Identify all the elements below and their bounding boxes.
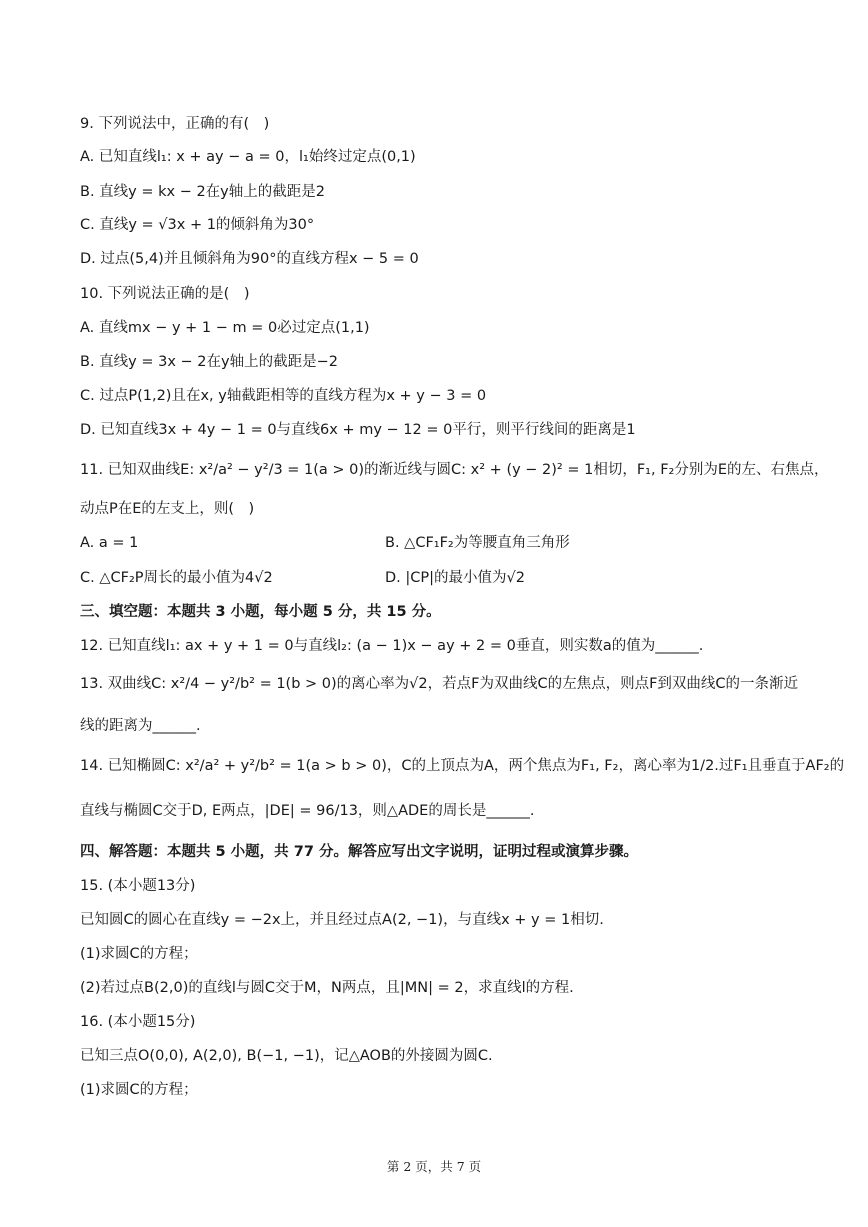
page-footer: 第 2 页，共 7 页 <box>386 1159 482 1174</box>
q13-line1: 13. 双曲线C: x²/4 − y²/b² = 1(b > 0)的离心率为√2，若点F为双曲线C的左焦点，则点F到双曲线C的一条渐近 <box>80 676 799 692</box>
q15-part2: (2)若过点B(2,0)的直线l与圆C交于M，N两点，且|MN| = 2，求直线l的方程. <box>80 980 574 996</box>
q10-option-d: D. 已知直线3x + 4y − 1 = 0与直线6x + my − 12 = 0平行，则平行线间的距离是1 <box>80 422 636 438</box>
q10-option-b: B. 直线y = 3x − 2在y轴上的截距是−2 <box>80 354 338 370</box>
q10-option-a: A. 直线mx − y + 1 − m = 0必过定点(1,1) <box>80 320 370 336</box>
q16-title: 16. (本小题15分) <box>80 1014 196 1030</box>
q14-line1: 14. 已知椭圆C: x²/a² + y²/b² = 1(a > b > 0)，C的上顶点为A，两个焦点为F₁, F₂，离心率为1/2.过F₁且垂直于AF₂的 <box>80 758 845 774</box>
q11-stem-line1: 11. 已知双曲线E: x²/a² − y²/3 = 1(a > 0)的渐近线与圆C: x² + (y − 2)² = 1相切，F₁, F₂分别为E的左、右焦点， <box>80 462 829 478</box>
q11-option-a: A. a = 1 <box>80 535 139 551</box>
q16-stem: 已知三点O(0,0), A(2,0), B(−1, −1)，记△AOB的外接圆为圆C. <box>80 1048 493 1064</box>
q10-stem: 10. 下列说法正确的是( ) <box>80 286 250 302</box>
q9-option-c: C. 直线y = √3x + 1的倾斜角为30° <box>80 217 315 233</box>
q9-option-d: D. 过点(5,4)并且倾斜角为90°的直线方程x − 5 = 0 <box>80 251 419 267</box>
q11-stem-line2: 动点P在E的左支上，则( ) <box>80 501 255 517</box>
q9-stem: 9. 下列说法中，正确的有( ) <box>80 116 270 132</box>
q9-option-b: B. 直线y = kx − 2在y轴上的截距是2 <box>80 184 325 200</box>
q10-option-c: C. 过点P(1,2)且在x, y轴截距相等的直线方程为x + y − 3 = 0 <box>80 388 487 404</box>
q11-option-b: B. △CF₁F₂为等腰直角三角形 <box>385 535 570 551</box>
q14-line2: 直线与椭圆C交于D, E两点，|DE| = 96/13，则△ADE的周长是______. <box>80 803 535 819</box>
q15-part1: (1)求圆C的方程； <box>80 946 198 962</box>
q12-text: 12. 已知直线l₁: ax + y + 1 = 0与直线l₂: (a − 1)x − ay + 2 = 0垂直，则实数a的值为______. <box>80 638 704 654</box>
q13-line2: 线的距离为______. <box>80 718 201 734</box>
q11-option-d: D. |CP|的最小值为√2 <box>385 570 525 586</box>
section3-heading: 三、填空题：本题共 3 小题，每小题 5 分，共 15 分。 <box>80 604 441 620</box>
q15-title: 15. (本小题13分) <box>80 878 196 894</box>
q11-option-c: C. △CF₂P周长的最小值为4√2 <box>80 570 273 586</box>
q16-part1: (1)求圆C的方程； <box>80 1082 198 1098</box>
q9-option-a: A. 已知直线l₁: x + ay − a = 0，l₁始终过定点(0,1) <box>80 149 416 165</box>
q15-stem: 已知圆C的圆心在直线y = −2x上，并且经过点A(2, −1)，与直线x + y = 1相切. <box>80 912 604 928</box>
section4-heading: 四、解答题：本题共 5 小题，共 77 分。解答应写出文字说明，证明过程或演算步骤。 <box>80 844 638 860</box>
